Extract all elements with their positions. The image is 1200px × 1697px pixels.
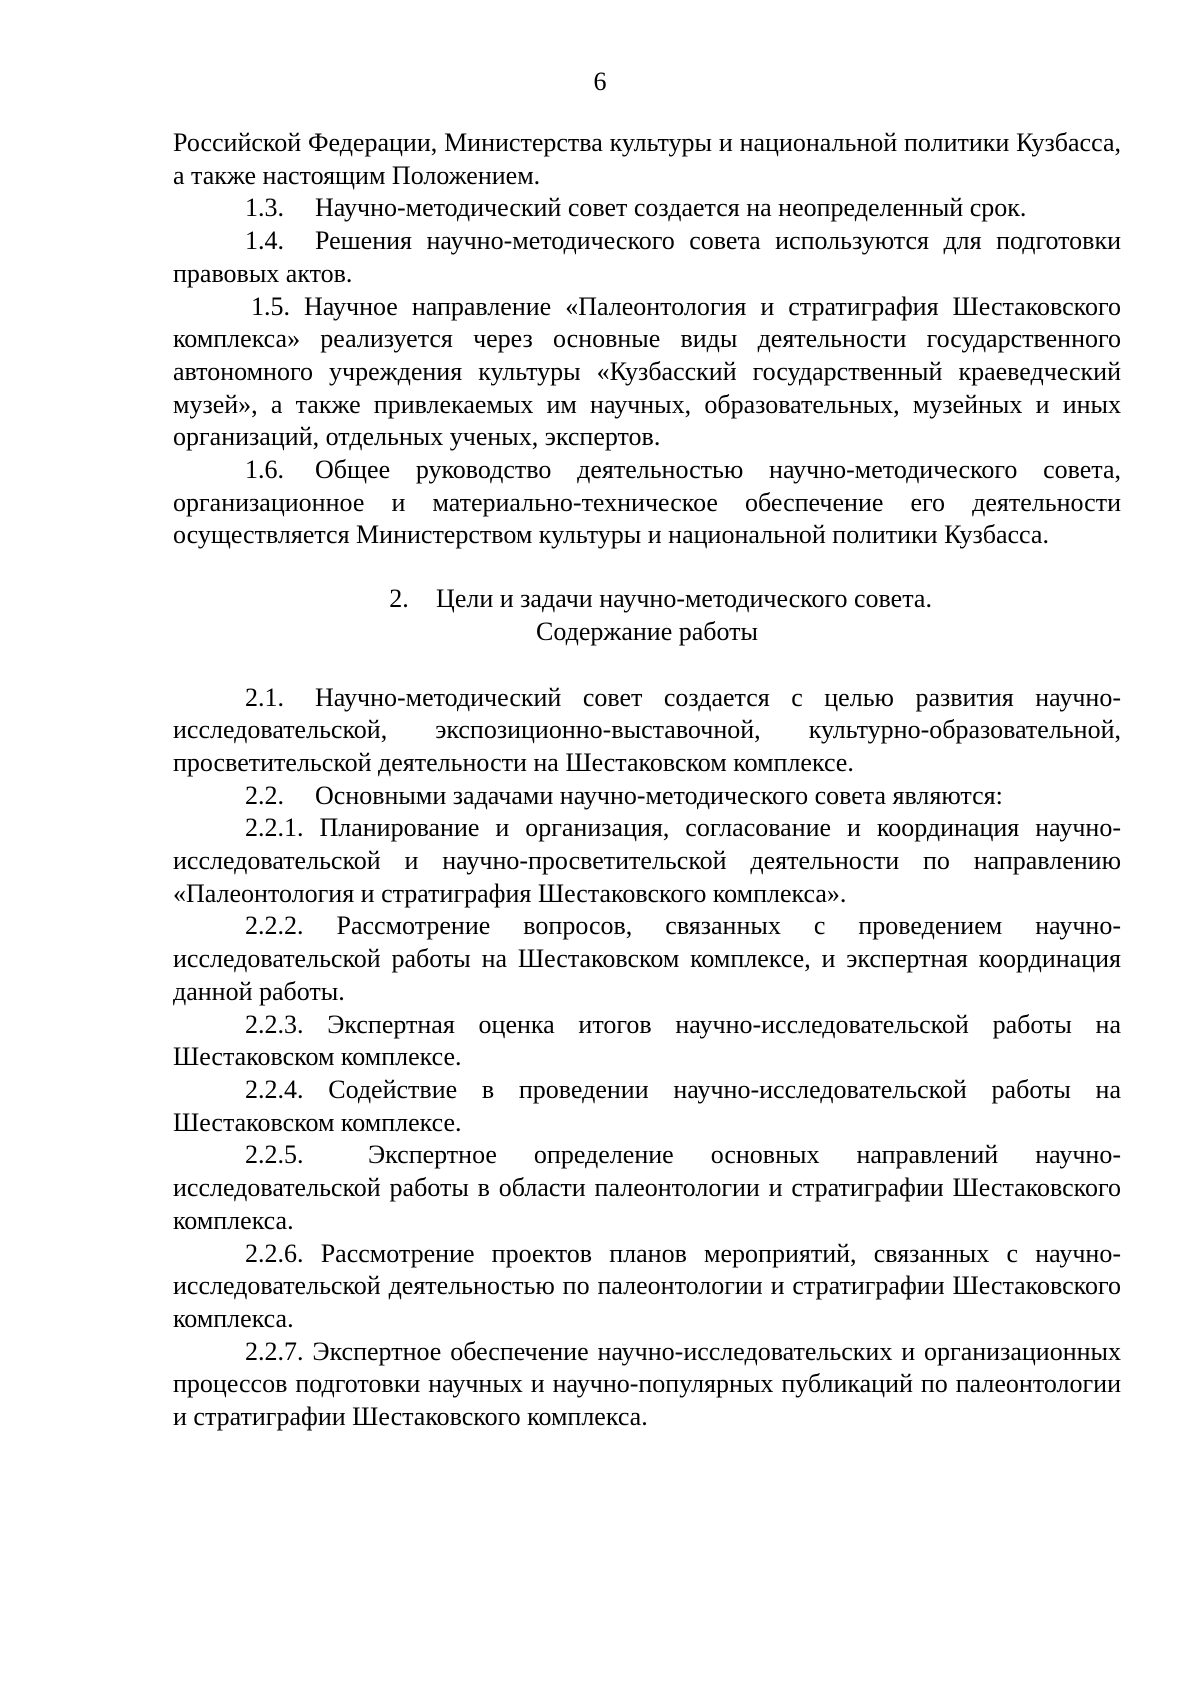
- section-heading: [173, 583, 1121, 616]
- paragraph-2-2-7: [173, 1336, 1121, 1434]
- section-title-line-1: Цели и задачи научно-методического совета.: [436, 584, 932, 614]
- paragraph-number: 2.2.6.: [245, 1238, 304, 1268]
- paragraph-number: 1.3.: [245, 193, 284, 223]
- section-number: 2.: [389, 584, 409, 614]
- paragraph-text: Рассмотрение вопросов, связанных с проведением научно-исследовательской работы на Шестаковском комплексе, и экспертная координация данной работы.: [173, 911, 1121, 1006]
- paragraph-2-1: [173, 682, 1121, 780]
- paragraph-number: 1.5.: [251, 291, 290, 321]
- paragraph-text: Экспертная оценка итогов научно-исследовательской работы на Шестаковском комплексе.: [173, 1009, 1122, 1072]
- paragraph-1-5: [173, 291, 1121, 455]
- paragraph-2-2-3: [173, 1009, 1121, 1074]
- paragraph-text: Научное направление «Палеонтология и стратиграфия Шестаковского комплекса» реализуется через основные виды деятельности государственного автономного учреждения культуры «Кузбасский государственный краеведческий музей», а также привлекаемых им научных, образовательных, музейных и иных организаций, отдельных ученых, экспертов.: [173, 291, 1122, 452]
- paragraph-1-4: [173, 225, 1121, 290]
- paragraph-text: Рассмотрение проектов планов мероприятий, связанных с научно-исследовательской деятельностью по палеонтологии и стратиграфии Шестаковского комплекса.: [173, 1238, 1121, 1333]
- paragraph-text: Экспертное определение основных направлений научно-исследовательской работы в области палеонтологии и стратиграфии Шестаковского комплекса.: [173, 1140, 1121, 1235]
- paragraph-2-2-5: [173, 1139, 1121, 1237]
- paragraph-number: 2.2.3.: [245, 1009, 304, 1039]
- paragraph-text: Содействие в проведении научно-исследовательской работы на Шестаковском комплексе.: [173, 1074, 1121, 1137]
- paragraph-2-2-2: [173, 910, 1121, 1008]
- paragraph-number: 2.2.7.: [245, 1336, 304, 1366]
- paragraph-text: Общее руководство деятельностью научно-методического совета, организационное и материально-техническое обеспечение его деятельности осуществляется Министерством культуры и национальной политики Кузбасса.: [173, 455, 1121, 550]
- section-subheading: [173, 616, 1121, 649]
- document-body: [173, 127, 1121, 1434]
- paragraph-number: 2.1.: [245, 682, 284, 712]
- paragraph-text: Планирование и организация, согласование и координация научно-исследовательской и научно-просветительской деятельности по направлению «Палеонтология и стратиграфия Шестаковского комплекса».: [173, 813, 1121, 908]
- paragraph-number: 2.2.4.: [245, 1074, 304, 1104]
- paragraph-number: 1.6.: [245, 455, 284, 485]
- paragraph-1-3: [173, 192, 1121, 225]
- paragraph-text: Основными задачами научно-методического совета являются:: [315, 780, 1003, 810]
- paragraph-number: 2.2.2.: [245, 911, 304, 941]
- paragraph-2-2-4: [173, 1074, 1121, 1139]
- paragraph-2-2-1: [173, 812, 1121, 910]
- paragraph-1-6: [173, 454, 1121, 552]
- paragraph-number: 1.4.: [245, 226, 284, 256]
- paragraph-2-2-6: [173, 1238, 1121, 1336]
- paragraph-number: 2.2.: [245, 780, 284, 810]
- page-number: 6: [593, 67, 607, 96]
- paragraph-continuation: Российской Федерации, Министерства культуры и национальной политики Кузбасса, а также настоящим Положением.: [173, 128, 1121, 190]
- paragraph-text: Научно-методический совет создается с целью развития научно-исследовательской, экспозиционно-выставочной, культурно-образовательной, просветительской деятельности на Шестаковском комплексе.: [173, 682, 1121, 777]
- paragraph-2-2: [173, 780, 1121, 813]
- paragraph-text: Экспертное обеспечение научно-исследовательских и организационных процессов подготовки научных и научно-популярных публикаций по палеонтологии и стратиграфии Шестаковского комплекса.: [173, 1336, 1121, 1432]
- section-title-line-2: Содержание работы: [536, 616, 758, 646]
- paragraph-number: 2.2.1.: [245, 813, 304, 843]
- paragraph-text: Научно-методический совет создается на неопределенный срок.: [315, 193, 1027, 223]
- paragraph-number: 2.2.5.: [245, 1140, 304, 1170]
- paragraph-text: Решения научно-методического совета используются для подготовки правовых актов.: [173, 226, 1121, 288]
